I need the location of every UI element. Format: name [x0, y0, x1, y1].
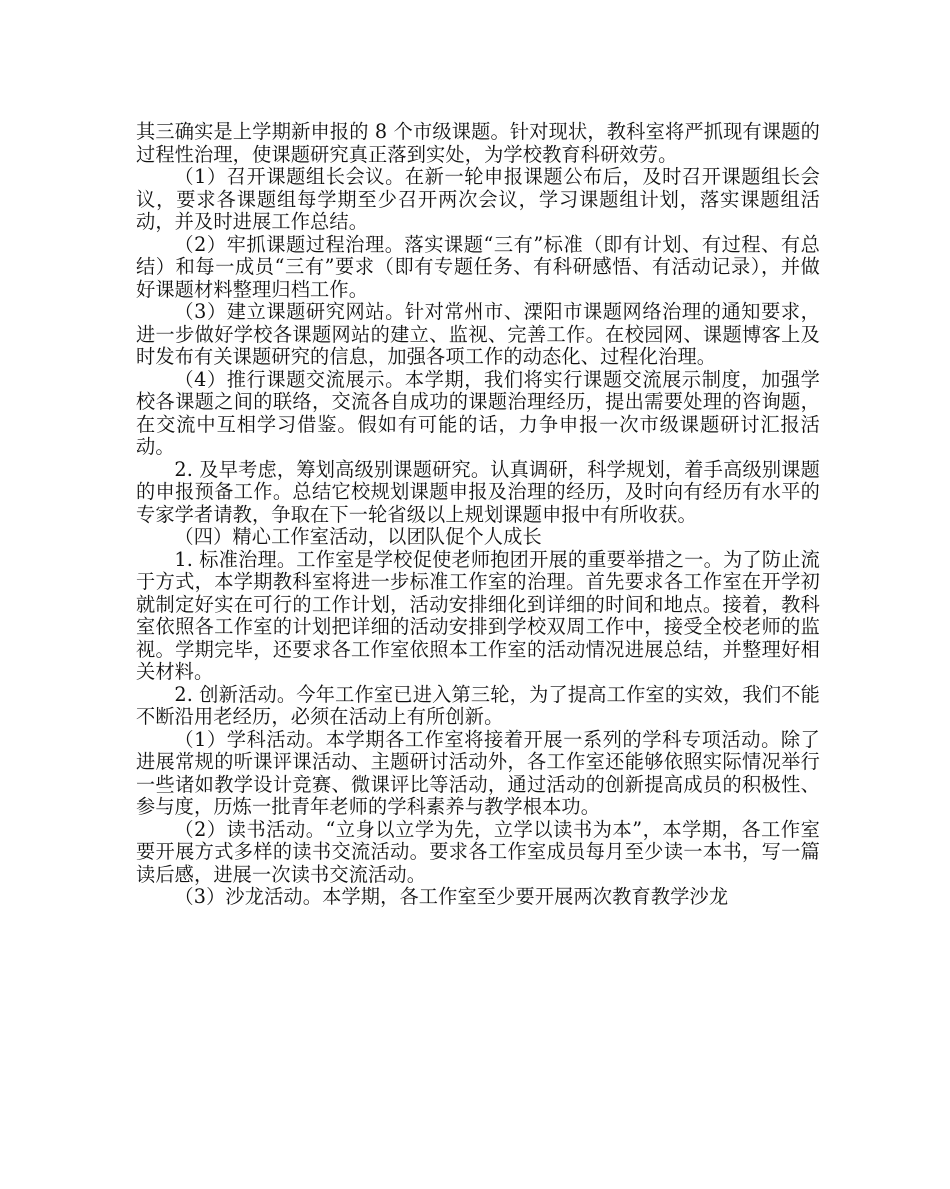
body-paragraph: 其三确实是上学期新申报的 8 个市级课题。针对现状，教科室将严抓现有课题的过程性治理，使课题研究真正落到实处，为学校教育科研效劳。	[136, 120, 820, 166]
body-paragraph: （4）推行课题交流展示。本学期，我们将实行课题交流展示制度，加强学校各课题之间的联络，交流各自成功的课题治理经历，提出需要处理的咨询题，在交流中互相学习借鉴。假如有可能的话，力争申报一次市级课题研讨汇报活动。	[136, 367, 820, 458]
body-paragraph: 2. 及早考虑，筹划高级别课题研究。认真调研，科学规划，着手高级别课题的申报预备工作。总结它校规划课题申报及治理的经历，及时向有经历有水平的专家学者请教，争取在下一轮省级以上规划课题申报中有所收获。	[136, 457, 820, 526]
body-paragraph: （1）学科活动。本学期各工作室将接着开展一系列的学科专项活动。除了进展常规的听课评课活动、主题研讨活动外，各工作室还能够依照实际情况举行一些诸如教学设计竞赛、微课评比等活动，通过活动的创新提高成员的积极性、参与度，历炼一批青年老师的学科素养与教学根本功。	[136, 727, 820, 818]
body-paragraph: （3）建立课题研究网站。针对常州市、溧阳市课题网络治理的通知要求，进一步做好学校各课题网站的建立、监视、完善工作。在校园网、课题博客上及时发布有关课题研究的信息，加强各项工作的动态化、过程化治理。	[136, 300, 820, 368]
document-body	[136, 121, 820, 909]
body-paragraph: 1. 标准治理。工作室是学校促使老师抱团开展的重要举措之一。为了防止流于方式，本学期教科室将进一步标准工作室的治理。首先要求各工作室在开学初就制定好实在可行的工作计划，活动安排细化到详细的时间和地点。接着，教科室依照各工作室的计划把详细的活动安排到学校双周工作中，接受全校老师的监视。学期完毕，还要求各工作室依照本工作室的活动情况进展总结，并整理好相关材料。	[136, 547, 820, 683]
body-paragraph: （2）读书活动。“立身以立学为先，立学以读书为本”，本学期，各工作室要开展方式多样的读书交流活动。要求各工作室成员每月至少读一本书，写一篇读后感，进展一次读书交流活动。	[136, 817, 820, 886]
body-paragraph: （1）召开课题组长会议。在新一轮申报课题公布后，及时召开课题组长会议，要求各课题组每学期至少召开两次会议，学习课题组计划，落实课题组活动，并及时进展工作总结。	[136, 165, 820, 233]
body-paragraph: （3）沙龙活动。本学期，各工作室至少要开展两次教育教学沙龙	[174, 885, 729, 908]
section-heading: （四）精心工作室活动，以团队促个人成长	[174, 525, 542, 548]
body-paragraph: 2. 创新活动。今年工作室已进入第三轮，为了提高工作室的实效，我们不能不断沿用老经历，必须在活动上有所创新。	[136, 682, 820, 728]
body-paragraph: （2）牢抓课题过程治理。落实课题“三有”标准（即有计划、有过程、有总结）和每一成员“三有”要求（即有专题任务、有科研感悟、有活动记录），并做好课题材料整理归档工作。	[136, 232, 820, 301]
